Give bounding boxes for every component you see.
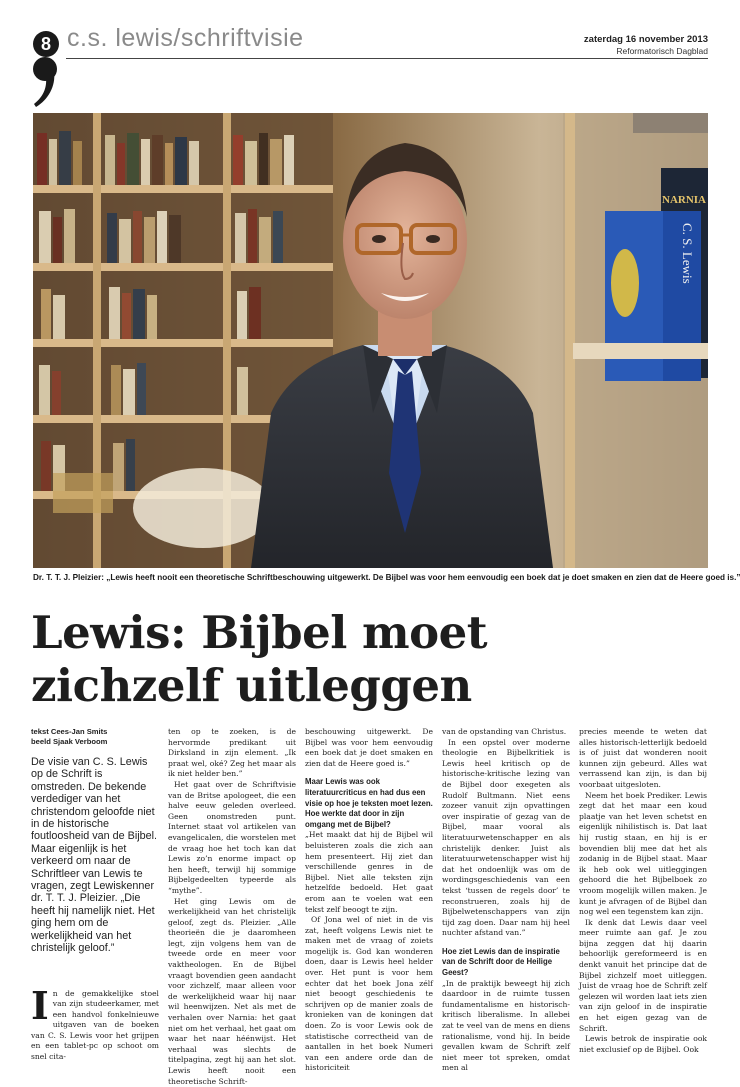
interview-question: Hoe ziet Lewis dan de inspiratie van de Schrift door de Heilige Geest?: [442, 947, 570, 979]
header-divider: [66, 58, 708, 59]
comma-graphic: [32, 56, 60, 108]
column-5: [579, 727, 707, 1055]
paragraph: ten op te zoeken, is de hervormde predikant uit Dirksland in zijn element. „Ik praat wel, oké? Zeg het maar als ik niet helder ben.”: [168, 727, 296, 780]
column-3: [305, 727, 433, 1074]
section-title: c.s. lewis/schriftvisie: [67, 24, 304, 53]
body-start: [31, 989, 159, 1063]
paragraph: „In de praktijk beweegt hij zich daardoor in de ruimte tussen fundamentalisme en historisch-kritisch liberalisme. In allebei zat te veel van de mens en diens rationalisme, vond hij. In beide gevallen kwam de Schrift zelf niet meer tot spreken, omdat men al: [442, 979, 570, 1074]
portrait-photo: [33, 113, 708, 568]
headline-line-1: Lewis: Bijbel moet: [31, 606, 487, 659]
svg-text:NARNIA: NARNIA: [662, 194, 706, 206]
article-body: [31, 727, 711, 1057]
paragraph: „Het maakt dat hij de Bijbel wil beluisteren zoals die zich aan hem presenteert. Hij ziet dan verschillende genres in de Bijbel. Niet alle teksten zijn hetzelfde bedoeld. Het gaat erom aan te voelen wat een tekst zelf beoogt te zijn.: [305, 830, 433, 915]
paragraph: Het gaat over de Schriftvisie van de Britse apologeet, die een halve eeuw geleden overleed. Geen onomstreden punt. Internet staat vol artikelen van evangelicalen, die worstelen met de vraag hoe het toch kan dat Lewis zo’n enorme impact op hen heeft, terwijl hij sommige Bijbelgedeelten typeerde als “mythe”.: [168, 780, 296, 897]
svg-text:C. S. Lewis: C. S. Lewis: [680, 223, 695, 284]
drop-cap: I: [31, 990, 49, 1022]
paragraph: van de opstanding van Christus.: [442, 727, 570, 738]
lamp-glow: [133, 468, 273, 548]
headline-line-2: zichzelf uitleggen: [31, 659, 472, 712]
paragraph: Lewis betrok de inspiratie ook niet exclusief op de Bijbel. Ook: [579, 1034, 707, 1055]
interview-question: Maar Lewis was ook literatuurcriticus en had dus een visie op hoe je teksten moet lezen. Hoe werkte dat door in zijn omgang met de Bijbel?: [305, 777, 433, 830]
page-number: 8: [33, 31, 59, 57]
article-intro: De visie van C. S. Lewis op de Schrift is omstreden. De bekende verdediger van het christendom geloofde niet in de historische foutloosheid van de Bijbel. Maar eigenlijk is het verkeerd om naar de Schriftleer van Lewis te vragen, zegt Lewiskenner dr. T. T. J. Pleizier. „Die heeft hij namelijk niet. Het ging hem om de werkelijkheid van het christelijk geloof.”: [31, 756, 159, 955]
paragraph: Neem het boek Prediker. Lewis zegt dat het maar een koud plaatje van het leven schetst en eigenlijk nihilistisch is. Dat laat hij rustig staan, en hij is er bovendien blij mee dat het als zodanig in de Bijbel staat. Maar ik heb ook wel uitleggingen gehoord die het Bijbelboek zo vroom mogelijk willen maken. Je kunt je afvragen of de Bijbel dan nog wel een tegenstem kan zijn.: [579, 791, 707, 918]
photo-caption: Dr. T. T. J. Pleizier: „Lewis heeft nooit een theoretische Schriftbeschouwing uitgewerkt. De Bijbel was voor hem eenvoudig een boek dat je doet smaken en zien dat de Heere goed is.”: [33, 573, 708, 582]
paragraph: precies meende te weten dat alles historisch-letterlijk bedoeld is of juist dat wonderen nooit kunnen zijn gebeurd. Alles wat verrassend kan zijn, is dan bij voorbaat uitgesloten.: [579, 727, 707, 791]
credit-photo: beeld Sjaak Verboom: [31, 737, 159, 747]
column-1: [31, 727, 159, 1063]
paragraph: Of Jona wel of niet in de vis zat, heeft volgens Lewis niet te maken met de vraag of zoiets mogelijk is. God kan wonderen doen, daar is Lewis heel helder over. Het punt is voor hem echter dat het boek Jona zélf niet beoogt geschiedenis te schrijven op de manier zoals de kronieken van de koningen dat doen. Zo is voor Lewis ook de statistische correctheid van de aantallen in het boek Numeri van een andere orde dan de historiciteit: [305, 915, 433, 1074]
headline: [31, 606, 711, 712]
paragraph: beschouwing uitgewerkt. De Bijbel was voor hem eenvoudig een boek dat je doet smaken en zien dat de Heere goed is.”: [305, 727, 433, 769]
credit-text: tekst Cees-Jan Smits: [31, 727, 159, 737]
issue-date: zaterdag 16 november 2013: [584, 34, 708, 45]
portrait-illustration: [33, 113, 708, 568]
paragraph: In een opstel over moderne theologie en Bijbelkritiek is Lewis heel kritisch op de historische-kritische lezing van de Bijbel door exegeten als Rudolf Bultmann. Niet eens zozeer vanuit zijn opvattingen over inspiratie of gezag van de Bijbel, maar vooral als literatuurwetenschapper en als christelijk denker. Juist als literatuurwetenschapper wist hij dat het ondoenlijk was om de wordingsgeschiedenis van een tekst ‘tussen de regels door’ te reconstrueren, zoals hij de Bijbelwetenschappers van zijn tijd zag doen. Daar nam hij heel nuchter afstand van.”: [442, 738, 570, 939]
column-2: [168, 727, 296, 1087]
column-4: [442, 727, 570, 1074]
paragraph: Ik denk dat Lewis daar veel meer ruimte aan gaf. Je zou bijna zeggen dat hij daarin behoorlijk gereformeerd is en denkt vanuit het principe dat de Bijbel zichzelf moet uitleggen. Juist de vraag hoe de Schrift zelf gelezen wil worden laat iets zien van zijn geloof in de inspiratie en het eigen gezag van de Schrift.: [579, 918, 707, 1035]
newspaper-name: Reformatorisch Dagblad: [616, 46, 708, 56]
column-1-text: n de gemakkelijke stoel van zijn studeerkamer, met een handvol fonkelnieuwe uitgaven van de boeken van C. S. Lewis voor het grijpen en een tablet-pc op schoot om snel cita-: [31, 989, 159, 1062]
paragraph: Het ging Lewis om de werkelijkheid van het christelijk geloof, zegt ds. Pleizier. „Alle theorieën die je daaromheen legt, zijn volgens hem van de tweede orde en meer voor vaktheologen. En de Bijbel vraagt bovendien geen aandacht voor zichzelf, maar alleen voor de werkelijkheid waar hij naar wil heenwijzen. Net als met de verhalen over Narnia: het gaat niet om het verhaal, het gaat om waar het naar héénwijst. Het verhaal was slechts de titelpagina, zegt hij aan het slot. Lewis heeft nooit een theoretische Schrift-: [168, 897, 296, 1087]
